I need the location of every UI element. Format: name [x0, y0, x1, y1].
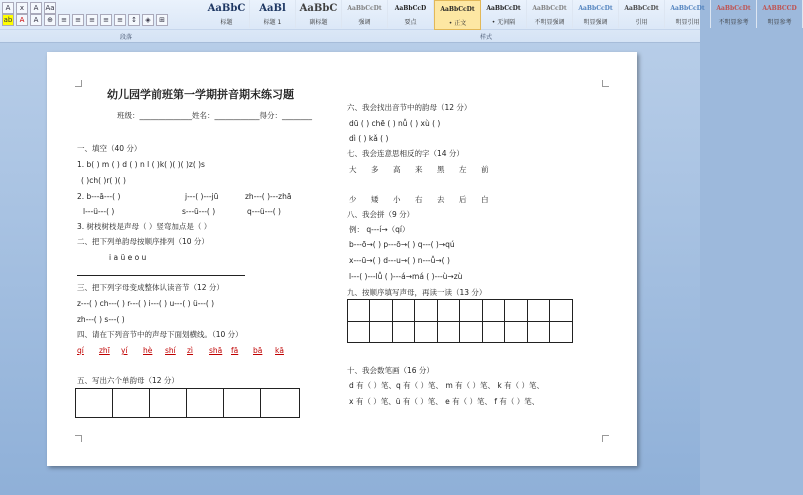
style-name: • 无间隔 — [491, 19, 516, 26]
grid-col-line — [459, 299, 460, 342]
syllable: qí — [77, 346, 84, 355]
style-gallery-item[interactable] — [481, 0, 527, 28]
syllable: bā — [253, 346, 263, 355]
antonym-char: 来 — [415, 165, 423, 174]
section-1-heading: 一、填空（40 分） — [77, 144, 142, 153]
grid-cell — [260, 388, 300, 418]
s9-grid — [347, 299, 572, 342]
s2-letters: i a ü e o u — [109, 253, 147, 262]
shading-icon[interactable]: ◈ — [142, 14, 154, 26]
grid-cell — [75, 388, 113, 418]
document-page[interactable] — [47, 52, 637, 466]
s1-line-4a: l---ü---( ) — [83, 207, 115, 216]
bold-button[interactable]: A — [2, 2, 14, 14]
s8-example: 例： q---í→（qí） — [349, 225, 410, 234]
style-gallery-item[interactable] — [619, 0, 665, 28]
style-name: 不明显参考 — [718, 19, 749, 26]
style-name: 明显参考 — [767, 19, 792, 26]
antonym-char: 小 — [393, 195, 401, 204]
section-6-heading: 六、我会找出音节中的韵母（12 分） — [347, 103, 472, 112]
style-preview: AaBbCcDt — [347, 5, 382, 12]
antonym-char: 大 — [349, 165, 357, 174]
style-gallery-item[interactable] — [204, 0, 250, 28]
style-gallery-item[interactable] — [250, 0, 296, 28]
distribute-icon[interactable]: ≡ — [114, 14, 126, 26]
student-info-line: 班级：______________姓名：____________得分：________ — [117, 111, 312, 120]
paragraph-group-label: 段落 — [120, 34, 133, 41]
section-5-heading: 五、写出六个单韵母（12 分） — [77, 376, 179, 385]
s1-line-4c: q---ü---( ) — [247, 207, 281, 216]
s1-line-5: 3. 树枝树枝是声母（ ）竖弯加点是（ ） — [77, 222, 212, 231]
s10-line-2: x 有（ ）笔、ü 有（ ）笔、 e 有（ ）笔、 f 有（ ）笔、 — [349, 397, 540, 406]
grid-col-line — [392, 299, 393, 342]
text-color-icon[interactable]: A — [16, 14, 28, 26]
highlight-icon[interactable]: ab — [3, 16, 13, 24]
syllable: hè — [143, 346, 153, 355]
style-preview: AaBl — [259, 3, 286, 14]
section-10-heading: 十、我会数笔画（16 分） — [347, 366, 434, 375]
grid-col-line — [482, 299, 483, 342]
style-name: 副标题 — [309, 19, 328, 26]
style-gallery-item[interactable] — [296, 0, 342, 28]
antonym-char: 后 — [459, 195, 467, 204]
char-shading-icon[interactable]: A — [30, 14, 42, 26]
grid-col-line — [369, 299, 370, 342]
syllable: fā — [231, 346, 239, 355]
format-toolbar-row2 — [2, 14, 168, 26]
s1-line-1: 1. b( ) m ( ) d ( ) n l ( )k( )( )( )z( )s — [77, 160, 205, 169]
section-3-heading: 三、把下列字母变成整体认读音节（12 分） — [77, 283, 224, 292]
style-name: 明显强调 — [583, 19, 608, 26]
style-preview: AABBCCD — [762, 5, 797, 12]
antonym-char: 少 — [349, 195, 357, 204]
crop-mark — [602, 80, 609, 87]
justify-icon[interactable]: ≡ — [100, 14, 112, 26]
s1-line-4b: s---ū---( ) — [182, 207, 216, 216]
grid-col-line — [527, 299, 528, 342]
antonym-char: 左 — [459, 165, 467, 174]
style-name: 标题 1 — [263, 19, 282, 26]
style-gallery-item[interactable] — [665, 0, 711, 28]
section-9-heading: 九、按顺序填写声母，再读一读（13 分） — [347, 288, 487, 297]
s10-line-1: d 有（ ）笔、q 有（ ）笔、 m 有（ ）笔、 k 有（ ）笔、 — [349, 381, 545, 390]
s3-line-1: z---( ) ch---( ) r---( ) i---( ) u---( ) ü---( ) — [77, 299, 215, 308]
style-preview: AaBbCcD — [394, 5, 427, 12]
crop-mark — [602, 435, 609, 442]
style-gallery-item[interactable] — [388, 0, 434, 28]
enclose-char-icon[interactable]: ⊕ — [44, 14, 56, 26]
grid-col-line — [437, 299, 438, 342]
style-name: 不明显强调 — [534, 19, 565, 26]
antonym-char: 黑 — [437, 165, 445, 174]
style-gallery-item[interactable] — [434, 0, 481, 30]
style-preview: AaBbC — [207, 3, 246, 14]
s5-grid — [75, 388, 300, 418]
style-preview: AaBbCcDt — [716, 5, 751, 12]
syllable: zì — [187, 346, 194, 355]
section-2-heading: 二、把下列单韵母按顺序排列（10 分） — [77, 237, 209, 246]
s6-line-2: dì ( ) kǎ ( ) — [349, 134, 389, 143]
line-spacing-icon[interactable]: ↕ — [128, 14, 140, 26]
style-gallery-item[interactable] — [711, 0, 757, 28]
antonym-char: 高 — [393, 165, 401, 174]
grid-cell — [186, 388, 224, 418]
style-preview: AaBbCcDt — [670, 5, 705, 12]
s8-line-3: l---( )---lǚ ( )---á→má ( )---ù→zù — [349, 272, 463, 281]
grid-cell — [223, 388, 261, 418]
antonym-char: 右 — [415, 195, 423, 204]
syllable: shí — [165, 346, 176, 355]
antonym-char: 多 — [371, 165, 379, 174]
grid-cell — [149, 388, 187, 418]
italic-button[interactable]: x — [16, 2, 28, 14]
style-gallery-item[interactable] — [757, 0, 803, 28]
grid-col-line — [414, 299, 415, 342]
align-right-icon[interactable]: ≡ — [86, 14, 98, 26]
font-toolbar-row1 — [2, 2, 56, 14]
styles-group-label: 样式 — [480, 34, 493, 41]
style-preview: AaBbCcDt — [624, 5, 659, 12]
syllable: zhī — [99, 346, 110, 355]
crop-mark — [75, 80, 82, 87]
style-name: • 正文 — [448, 20, 467, 27]
style-gallery-item[interactable] — [342, 0, 388, 28]
syllable: shā — [209, 346, 223, 355]
font-color-button[interactable]: A — [30, 2, 42, 14]
style-preview: AaBbCcDt — [532, 5, 567, 12]
section-4-heading: 四、请在下列音节中的声母下面划横线。（10 分） — [77, 330, 243, 339]
style-preview: AaBbC — [299, 3, 338, 14]
s3-line-2: zh---( ) s---( ) — [77, 315, 125, 324]
section-7-heading: 七、我会连意思相反的字（14 分） — [347, 149, 464, 158]
grid-col-line — [549, 299, 550, 342]
s8-line-1: b---ō→( ) p---ō→( ) q---( )→qú — [349, 240, 455, 249]
style-name: 标题 — [220, 19, 233, 26]
antonym-char: 前 — [481, 165, 489, 174]
ribbon — [0, 0, 797, 43]
section-8-heading: 八、我会拼（9 分） — [347, 210, 415, 219]
grid-cell — [112, 388, 150, 418]
borders-icon[interactable]: ⊞ — [156, 14, 168, 26]
s6-line-1: dū ( ) chē ( ) nǚ ( ) xù ( ) — [349, 119, 441, 128]
align-center-icon[interactable]: ≡ — [72, 14, 84, 26]
antonym-char: 白 — [481, 195, 489, 204]
style-gallery-item[interactable] — [527, 0, 573, 28]
styles-gallery — [204, 0, 803, 30]
style-name: 强调 — [358, 19, 371, 26]
style-name: 明显引用 — [675, 19, 700, 26]
page-title: 幼儿园学前班第一学期拼音期末练习题 — [107, 88, 294, 101]
antonym-char: 去 — [437, 195, 445, 204]
style-preview: AaBbCcDt — [486, 5, 521, 12]
syllable: kā — [275, 346, 284, 355]
style-name: 要点 — [404, 19, 417, 26]
answer-line — [77, 275, 245, 276]
antonym-char: 矮 — [371, 195, 379, 204]
style-preview: AaBbCcDt — [578, 5, 613, 12]
s8-line-2: x---ū→( ) d---u→( ) n---ǚ→( ) — [349, 256, 450, 265]
style-name: 引用 — [635, 19, 648, 26]
syllable: yí — [121, 346, 128, 355]
s1-line-2: ( )ch( )r( )( ) — [81, 176, 126, 185]
crop-mark — [75, 435, 82, 442]
s1-line-3c: zh---( )---zhā — [245, 192, 292, 201]
grow-font-icon[interactable]: Aa — [45, 4, 55, 12]
align-left-icon[interactable]: ≡ — [58, 14, 70, 26]
grid-col-line — [504, 299, 505, 342]
style-gallery-item[interactable] — [573, 0, 619, 28]
s1-line-3a: 2. b---ā---( ) — [77, 192, 121, 201]
s1-line-3b: j---( )---jū — [185, 192, 219, 201]
style-preview: AaBbCcDt — [440, 6, 475, 13]
